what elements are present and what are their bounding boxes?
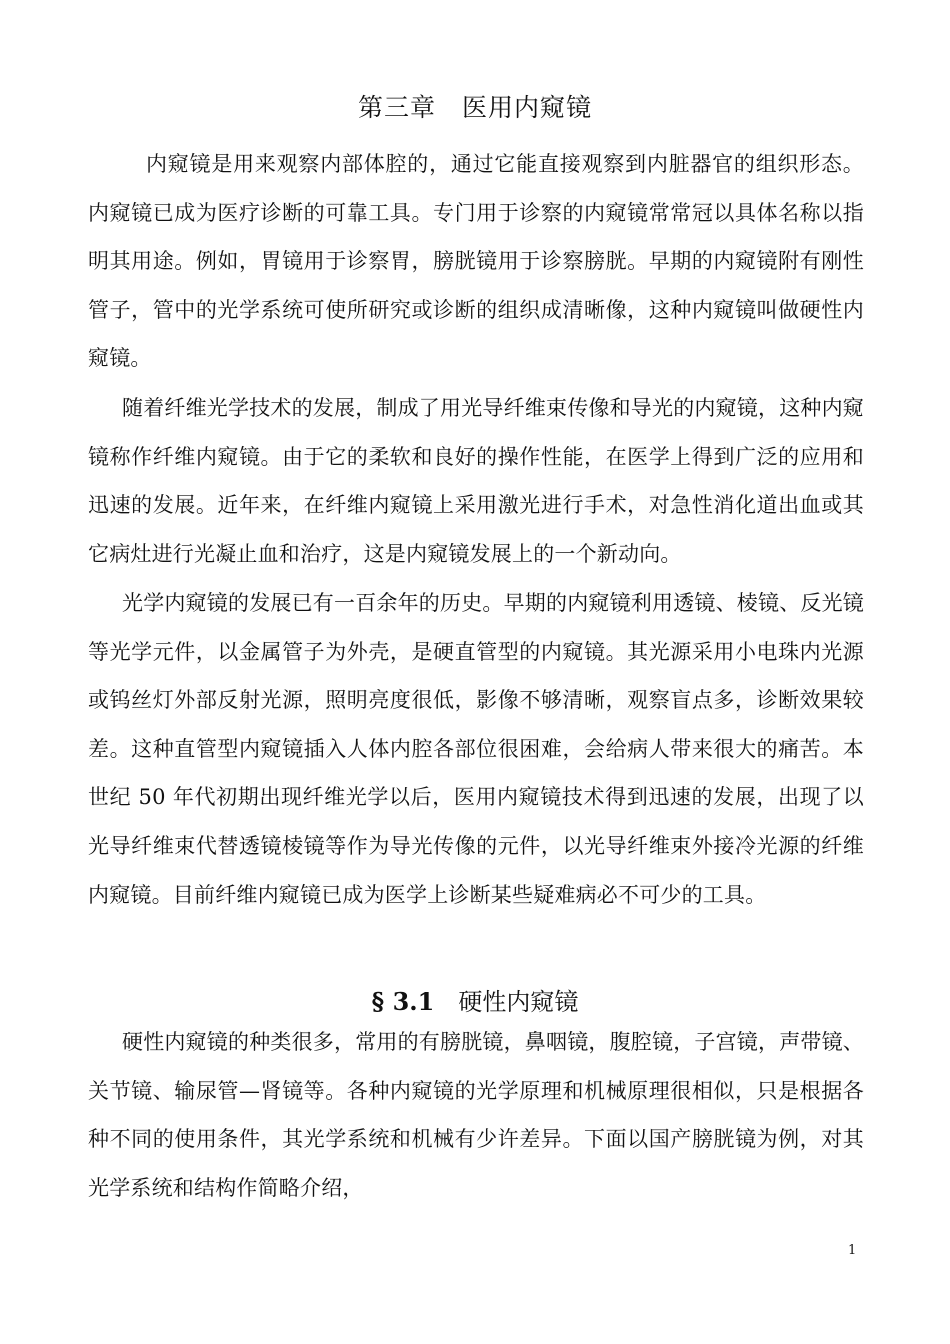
section-paragraph: [88, 1018, 864, 1212]
intro-paragraph-1: [88, 140, 864, 383]
section-title-text: 硬性内窥镜: [458, 988, 579, 1016]
chapter-number: 第三章: [357, 93, 436, 122]
chapter-name: 医用内窥镜: [462, 93, 593, 122]
intro-paragraph-2: [88, 384, 864, 578]
section-number: § 3.1: [371, 987, 435, 1016]
section-heading: [0, 986, 950, 1018]
intro-paragraph-3: [88, 579, 864, 919]
chapter-title: [0, 92, 950, 124]
paragraph-text: 内窥镜是用来观察内部体腔的，通过它能直接观察到内脏器官的组织形态。内窥镜已成为医疗诊断的可靠工具。专门用于诊察的内窥镜常常冠以具体名称以指明其用途。例如，胃镜用于诊察胃，膀胱镜用于诊察膀胱。早期的内窥镜附有刚性管子，管中的光学系统可使所研究或诊断的组织成清晰像，这种内窥镜叫做硬性内窥镜。: [88, 152, 864, 371]
page-number: 1: [848, 1243, 857, 1258]
paragraph-text: 光学内窥镜的发展已有一百余年的历史。早期的内窥镜利用透镜、棱镜、反光镜等光学元件，以金属管子为外壳，是硬直管型的内窥镜。其光源采用小电珠内光源或钨丝灯外部反射光源，照明亮度很低，影像不够清晰，观察盲点多，诊断效果较差。这种直管型内窥镜插入人体内腔各部位很困难，会给病人带来很大的痛苦。本世纪 50 年代初期出现纤维光学以后，医用内窥镜技术得到迅速的发展，出现了以光导纤维束代替透镜棱镜等作为导光传像的元件，以光导纤维束外接冷光源的纤维内窥镜。目前纤维内窥镜已成为医学上诊断某些疑难病必不可少的工具。: [88, 591, 864, 907]
paragraph-text: 硬性内窥镜的种类很多，常用的有膀胱镜，鼻咽镜，腹腔镜，子宫镜，声带镜、关节镜、输尿管—肾镜等。各种内窥镜的光学原理和机械原理很相似，只是根据各种不同的使用条件，其光学系统和机械有少许差异。下面以国产膀胱镜为例，对其光学系统和结构作简略介绍，: [88, 1030, 864, 1200]
paragraph-text: 随着纤维光学技术的发展，制成了用光导纤维束传像和导光的内窥镜，这种内窥镜称作纤维内窥镜。由于它的柔软和良好的操作性能，在医学上得到广泛的应用和迅速的发展。近年来，在纤维内窥镜上采用激光进行手术，对急性消化道出血或其它病灶进行光凝止血和治疗，这是内窥镜发展上的一个新动向。: [88, 396, 864, 566]
